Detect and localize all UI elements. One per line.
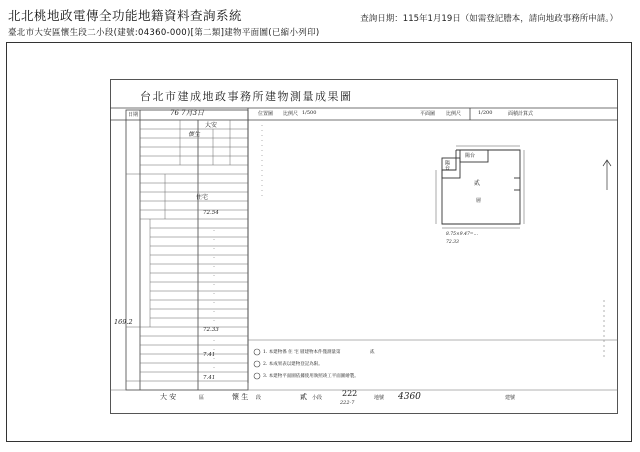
footer-section-suffix: 段 [256, 395, 262, 401]
footer-subsection: 貳 [300, 393, 307, 401]
footer-subsection-suffix: 小段 [312, 395, 323, 401]
note-3: 3. 本建物平面圖依據使用執照竣工平面圖繪製。 [263, 374, 359, 379]
header-subtitle: 臺北市大安區懷生段二小段(建號:04360-000)[第二類]建物平面圖(已縮小列印) [8, 28, 320, 38]
room-balcony-2: 陽台 [465, 153, 476, 159]
plan-scale: 1/200 [478, 110, 493, 116]
total-area: 7.41 [203, 352, 216, 358]
date-label: 日期 [128, 112, 139, 118]
scale-label: 比例尺 [283, 111, 299, 117]
footer-lot-sub: 222-7 [340, 400, 355, 406]
area-formula-1: 8.75×9.47=... [446, 232, 478, 237]
room-label: 層 [476, 198, 482, 204]
plan-scale-label: 比例尺 [446, 111, 462, 117]
area-calc-label: 面積計算式 [508, 111, 534, 117]
note-1-floor: 貳 [370, 350, 375, 355]
floor-area-2: 72.33 [203, 327, 219, 333]
district-handwritten: 大安 [205, 122, 218, 129]
footer-lot-number: 222 [342, 389, 358, 398]
header-title: 北北桃地政電傳全功能地籍資料查詢系統 [8, 8, 243, 23]
footer-district: 大 安 [160, 393, 177, 401]
footer-building-label: 建號 [505, 395, 516, 401]
area-formula-2: 72.33 [446, 240, 459, 245]
room-main-floor: 貳 [474, 180, 481, 187]
footer-section: 懷 生 [232, 393, 249, 401]
location-label: 位置圖 [258, 111, 274, 117]
date-value: 76 7月3日 [170, 109, 205, 117]
office-title: 台北市建成地政事務所建物測量成果圖 [140, 90, 353, 103]
footer-district-suffix: 區 [199, 395, 205, 401]
note-2: 2. 本成果表以建物登記為限。 [263, 362, 323, 367]
left-margin-note: 169.2 [114, 318, 133, 326]
location-scale: 1/500 [302, 110, 317, 116]
note-1: 1. 本建物係 住 宅 層建物本件僅測量第 [263, 350, 341, 355]
query-date: 查詢日期：115年1月19日（如需登記謄本，請向地政事務所申請。） [360, 14, 618, 24]
total-area-2: 7.41 [203, 375, 216, 381]
room-balcony-1: 陽台 [444, 160, 450, 170]
plan-label: 平面圖 [420, 111, 436, 117]
section-handwritten: 懷生 [188, 131, 201, 138]
footer-building-no: 4360 [398, 392, 421, 402]
footer-lot-label: 地號 [374, 395, 385, 401]
floor-area-1: 72.54 [203, 210, 219, 216]
building-use: 住宅 [196, 194, 209, 201]
